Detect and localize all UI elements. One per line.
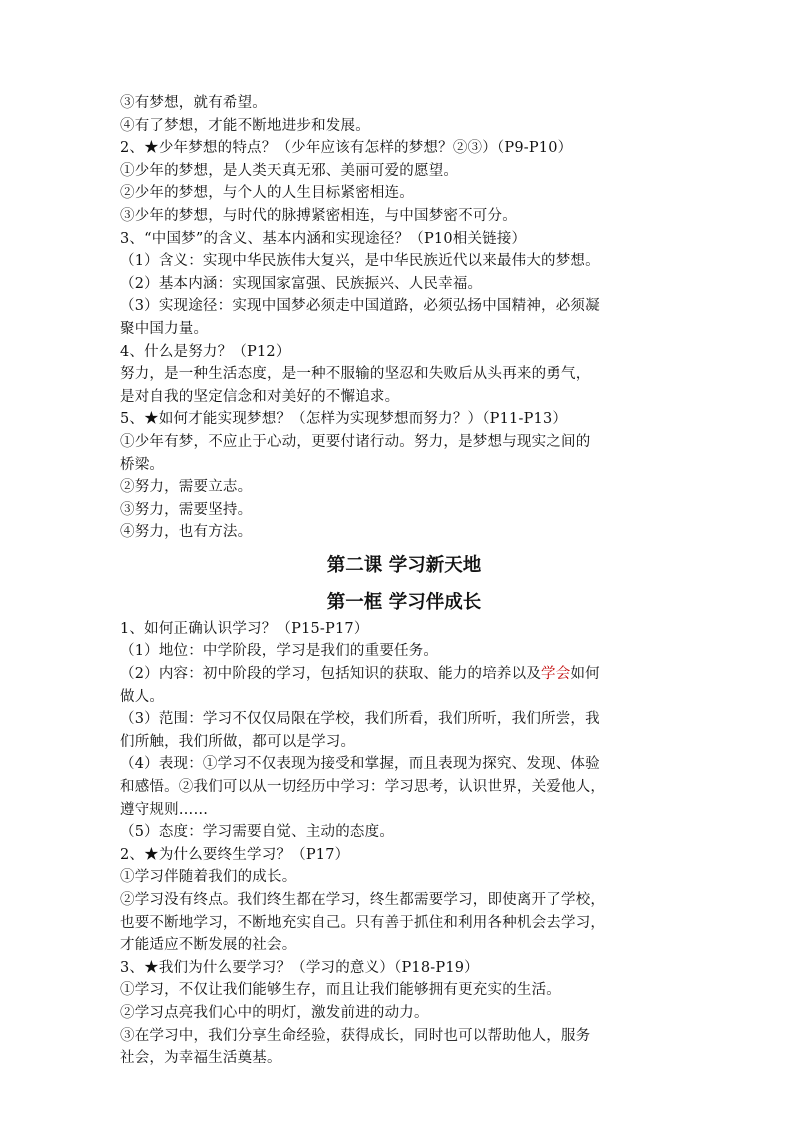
text-line: ④有了梦想，才能不断地进步和发展。 [120,117,370,134]
text-line: ②学习没有终点。我们终生都在学习，终生都需要学习，即使离开了学校， [120,892,606,908]
text-line: 桥梁。 [120,456,165,473]
question-heading: 3、★我们为什么要学习？（学习的意义）（P18-P19） [120,959,479,976]
text-line: 努力，是一种生活态度，是一种不服输的坚忍和失败后从头再来的勇气， [120,366,591,383]
text-line: （5）态度：学习需要自觉、主动的态度。 [120,824,395,841]
question-heading: 2、★为什么要终生学习？（P17） [120,846,350,863]
text-line: ③有梦想，就有希望。 [120,95,267,111]
text-line: 们所触，我们所做，都可以是学习。 [120,733,356,750]
document-page [120,92,688,1070]
text-line: （2）基本内涵：实现国家富强、民族振兴、人民幸福。 [120,275,483,292]
text-line: 也要不断地学习，不断地充实自己。只有善于抓住和利用各种机会去学习， [120,914,606,931]
text-line: （1）地位：中学阶段，学习是我们的重要任务。 [120,643,439,660]
text-line: ②学习点亮我们心中的明灯，激发前进的动力。 [120,1004,429,1021]
text-line: （3）范围：学习不仅仅局限在学校，我们所看，我们所听，我们所尝，我 [120,711,600,728]
question-heading: 5、★如何才能实现梦想？（怎样为实现梦想而努力？）（P11-P13） [120,411,568,428]
text-line: ③在学习中，我们分享生命经验，获得成长，同时也可以帮助他人，服务 [120,1027,591,1044]
text-line: ②努力，需要立志。 [120,479,253,496]
lesson-title: 第二课 学习新天地 [326,554,482,576]
text-segment: 如何 [570,666,600,683]
question-heading: 4、什么是努力？（P12） [120,343,291,360]
text-line: 是对自我的坚定信念和对美好的不懈追求。 [120,388,400,405]
text-line: ①学习，不仅让我们能够生存，而且让我们能够拥有更充实的生活。 [120,982,561,999]
text-segment: （2）内容：初中阶段的学习，包括知识的获取、能力的培养以及 [120,666,542,683]
text-line: （3）实现途径：实现中国梦必须走中国道路，必须弘扬中国精神，必须凝 [120,298,600,315]
text-line: 做人。 [120,688,165,705]
question-heading: 1、如何正确认识学习？（P15-P17） [120,620,369,637]
text-line: （1）含义：实现中华民族伟大复兴，是中华民族近代以来最伟大的梦想。 [120,253,600,270]
text-line: 聚中国力量。 [120,320,209,337]
text-line: ③少年的梦想，与时代的脉搏紧密相连，与中国梦密不可分。 [120,207,517,224]
text-line: ①学习伴随着我们的成长。 [120,869,297,886]
section-title: 第一框 学习伴成长 [326,591,482,613]
text-line: 和感悟。②我们可以从一切经历中学习：学习思考，认识世界，关爱他人， [120,779,606,796]
text-line: 才能适应不断发展的社会。 [120,937,297,954]
text-line: 遵守规则…… [120,801,209,818]
text-line: ③努力，需要坚持。 [120,501,253,518]
text-line: ①少年的梦想，是人类天真无邪、美丽可爱的愿望。 [120,162,459,179]
text-line: 社会，为幸福生活奠基。 [120,1050,282,1067]
question-heading: 2、★少年梦想的特点？（少年应该有怎样的梦想？②③）（P9-P10） [120,140,573,157]
question-heading: 3、“中国梦”的含义、基本内涵和实现途径？（P10相关链接） [120,230,527,247]
highlighted-text: 学会 [541,666,571,683]
text-line: （4）表现：①学习不仅表现为接受和掌握，而且表现为探究、发现、体验 [120,756,600,773]
text-line: ④努力，也有方法。 [120,524,253,541]
text-line: ②少年的梦想，与个人的人生目标紧密相连。 [120,185,414,202]
text-line [120,663,688,686]
text-line: ①少年有梦，不应止于心动，更要付诸行动。努力，是梦想与现实之间的 [120,433,591,450]
